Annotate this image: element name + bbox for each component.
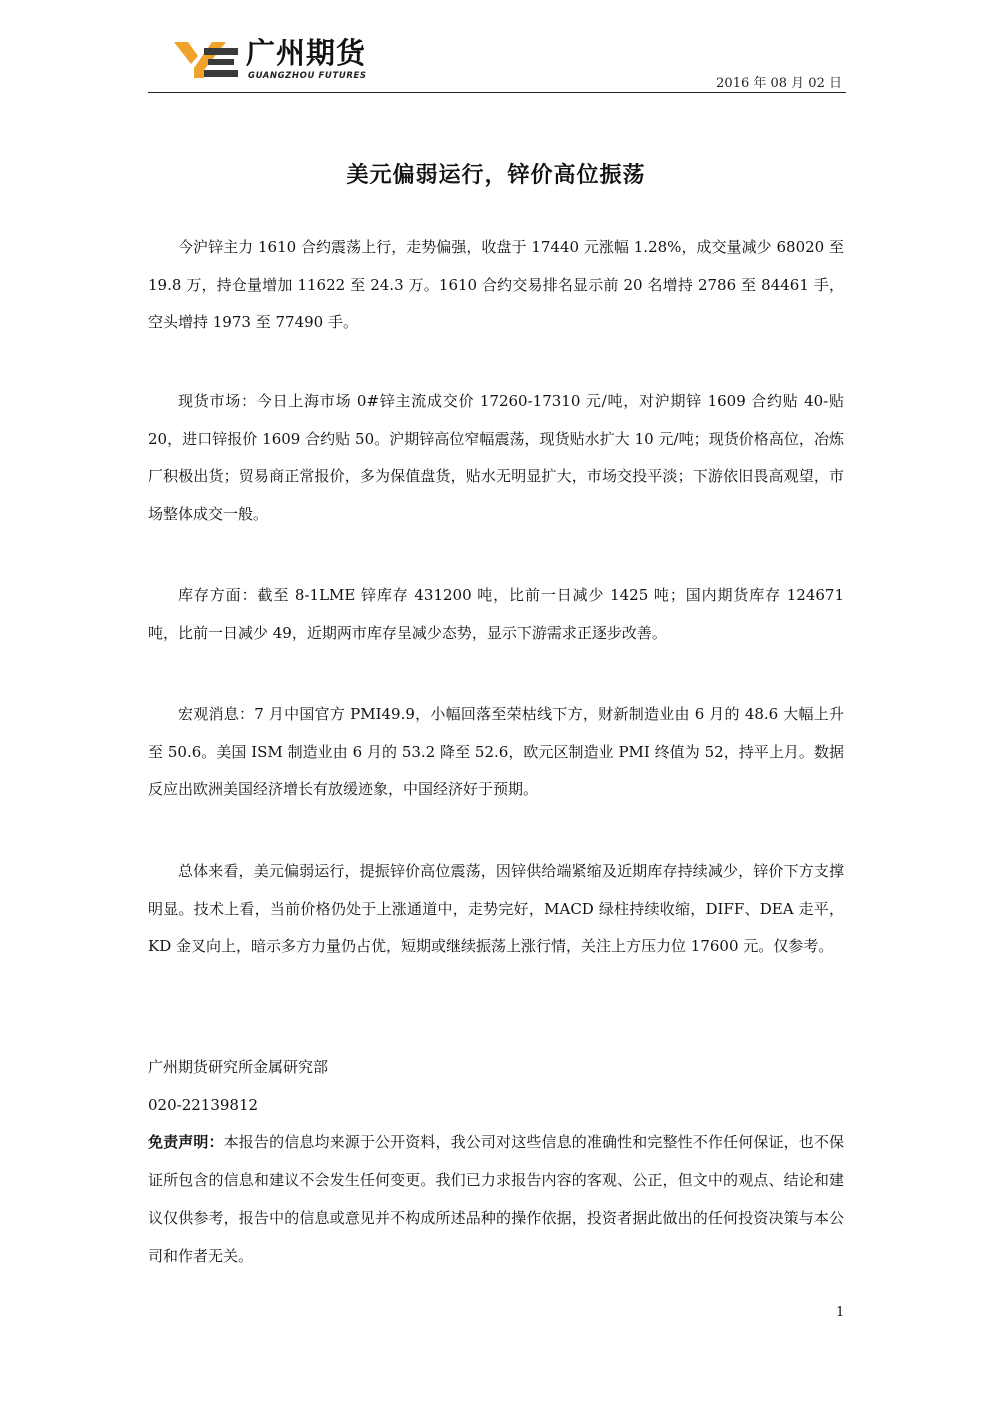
paragraph-macro-news: 宏观消息：7 月中国官方 PMI49.9，小幅回落至荣枯线下方，财新制造业由 6 月的 48.6 大幅上升至 50.6。美国 ISM 制造业由 6 月的 53.2 降至 52.6，欧元区制造业 PMI 终值为 52，持平上月。数据反应出欧洲美国经济增长有放缓迹象，中国经济好于预期。	[148, 705, 844, 798]
report-date: 2016 年 08 月 02 日	[716, 76, 842, 91]
company-logo	[174, 36, 374, 86]
logo-english-name: GUANGZHOU FUTURES	[248, 71, 367, 81]
disclaimer-text: 本报告的信息均来源于公开资料，我公司对这些信息的准确性和完整性不作任何保证，也不保证所包含的信息和建议不会发生任何变更。我们已力求报告内容的客观、公正，但文中的观点、结论和建议仅供参考，报告中的信息或意见并不构成所述品种的操作依据，投资者据此做出的任何投资决策与本公司和作者无关。	[148, 1133, 844, 1265]
contact-phone: 020-22139812	[148, 1096, 259, 1114]
disclaimer-label: 免责声明：	[148, 1133, 224, 1151]
disclaimer	[148, 1123, 844, 1275]
logo-mark-icon	[174, 40, 240, 80]
report-title: 美元偏弱运行，锌价高位振荡	[346, 163, 646, 188]
paragraph-conclusion: 总体来看，美元偏弱运行，提振锌价高位震荡，因锌供给端紧缩及近期库存持续减少，锌价下方支撑明显。技术上看，当前价格仍处于上涨通道中，走势完好，MACD 绿柱持续收缩，DIFF、DEA 走平，KD 金叉向上，暗示多方力量仍占优，短期或继续振荡上涨行情，关注上方压力位 17600 元。仅参考。	[148, 862, 844, 955]
paragraph-spot-market: 现货市场：今日上海市场 0#锌主流成交价 17260-17310 元/吨，对沪期锌 1609 合约贴 40-贴 20，进口锌报价 1609 合约贴 50。沪期锌高位窄幅震荡，现货贴水扩大 10 元/吨；现货价格高位，冶炼厂积极出货；贸易商正常报价，多为保值盘货，贴水无明显扩大，市场交投平淡；下游依旧畏高观望，市场整体成交一般。	[148, 392, 844, 523]
logo-chinese-name: 广州期货	[246, 36, 367, 70]
page-number: 1	[836, 1305, 845, 1320]
paragraph-market-summary: 今沪锌主力 1610 合约震荡上行，走势偏强，收盘于 17440 元涨幅 1.28%，成交量减少 68020 至 19.8 万，持仓量增加 11622 至 24.3 万。1610 合约交易排名显示前 20 名增持 2786 至 84461 手，空头增持 1973 至 77490 手。	[148, 238, 844, 331]
research-department: 广州期货研究所金属研究部	[148, 1058, 329, 1076]
page-header	[0, 0, 992, 96]
paragraph-inventory: 库存方面：截至 8-1LME 锌库存 431200 吨，比前一日减少 1425 吨；国内期货库存 124671 吨，比前一日减少 49，近期两市库存呈减少态势，显示下游需求正逐步改善。	[148, 586, 844, 642]
header-divider	[148, 92, 846, 93]
